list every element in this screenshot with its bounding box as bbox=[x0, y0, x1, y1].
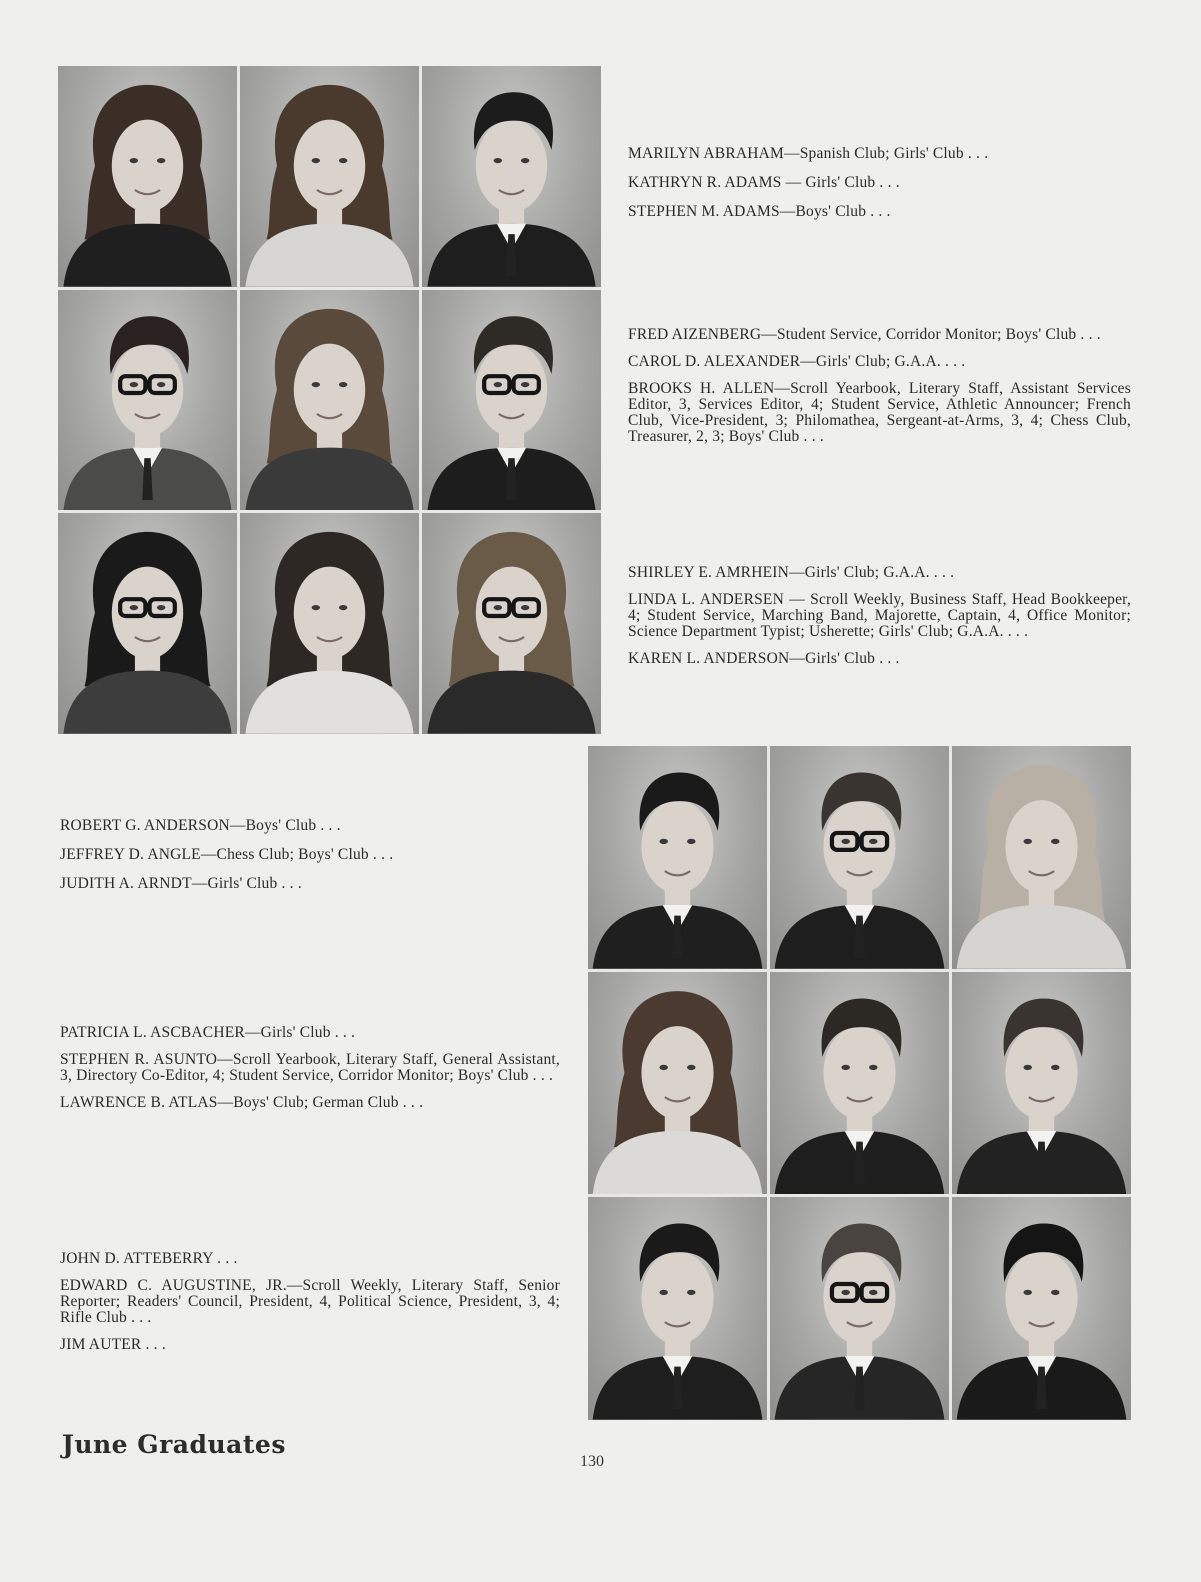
student-portrait bbox=[588, 1197, 767, 1420]
student-entry: SHIRLEY E. AMRHEIN—Girls' Club; G.A.A. . . . bbox=[628, 564, 955, 581]
student-portrait bbox=[588, 746, 767, 969]
caption-block-5 bbox=[60, 1025, 560, 1122]
student-entry: KAREN L. ANDERSON—Girls' Club . . . bbox=[628, 650, 900, 667]
student-portrait bbox=[952, 972, 1131, 1195]
student-portrait bbox=[58, 66, 237, 287]
section-title: June Graduates bbox=[62, 1430, 286, 1459]
student-entry: MARILYN ABRAHAM—Spanish Club; Girls' Club . . . bbox=[628, 145, 989, 162]
student-portrait bbox=[770, 746, 949, 969]
student-portrait bbox=[952, 1197, 1131, 1420]
caption-block-3 bbox=[628, 565, 1131, 678]
student-entry: ROBERT G. ANDERSON—Boys' Club . . . bbox=[60, 817, 341, 834]
student-portrait bbox=[422, 290, 601, 511]
student-entry: LAWRENCE B. ATLAS—Boys' Club; German Club . . . bbox=[60, 1094, 424, 1111]
student-entry: EDWARD C. AUGUSTINE, JR.—Scroll Weekly, Literary Staff, Senior Reporter; Readers' Council, President, 4, Political Science, President, 3, 4; Rifle Club . . . bbox=[60, 1277, 560, 1326]
caption-block-6 bbox=[60, 1251, 560, 1364]
student-portrait bbox=[240, 513, 419, 734]
student-portrait bbox=[952, 746, 1131, 969]
student-entry: JEFFREY D. ANGLE—Chess Club; Boys' Club . . . bbox=[60, 846, 394, 863]
student-entry: JOHN D. ATTEBERRY . . . bbox=[60, 1250, 238, 1267]
student-portrait bbox=[422, 66, 601, 287]
student-entry: FRED AIZENBERG—Student Service, Corridor Monitor; Boys' Club . . . bbox=[628, 326, 1101, 343]
student-entry: STEPHEN R. ASUNTO—Scroll Yearbook, Literary Staff, General Assistant, 3, Directory Co-Editor, 4; Student Service, Corridor Monitor; Boys' Club . . . bbox=[60, 1051, 560, 1084]
student-portrait bbox=[240, 290, 419, 511]
student-portrait bbox=[58, 290, 237, 511]
student-portrait bbox=[770, 972, 949, 1195]
caption-block-1 bbox=[628, 146, 1128, 233]
student-entry: LINDA L. ANDERSEN — Scroll Weekly, Business Staff, Head Bookkeeper, 4; Student Service, Marching Band, Majorette, Captain, 4, Office Monitor; Science Department Typist; Usherette; Girls' Club; G.A.A. . . . bbox=[628, 591, 1131, 640]
student-portrait bbox=[588, 972, 767, 1195]
student-entry: PATRICIA L. ASCBACHER—Girls' Club . . . bbox=[60, 1024, 356, 1041]
student-portrait bbox=[240, 66, 419, 287]
student-entry: JIM AUTER . . . bbox=[60, 1336, 166, 1353]
student-entry: CAROL D. ALEXANDER—Girls' Club; G.A.A. . . . bbox=[628, 353, 966, 370]
student-portrait bbox=[770, 1197, 949, 1420]
student-portrait bbox=[422, 513, 601, 734]
student-portrait bbox=[58, 513, 237, 734]
student-entry: KATHRYN R. ADAMS — Girls' Club . . . bbox=[628, 174, 900, 191]
caption-block-2 bbox=[628, 327, 1131, 456]
portrait-grid-bottom bbox=[588, 746, 1131, 1420]
caption-block-4 bbox=[60, 818, 560, 905]
page-number: 130 bbox=[580, 1453, 604, 1470]
student-entry: STEPHEN M. ADAMS—Boys' Club . . . bbox=[628, 203, 891, 220]
portrait-grid-top bbox=[58, 66, 601, 734]
student-entry: BROOKS H. ALLEN—Scroll Yearbook, Literary Staff, Assistant Services Editor, 3, Services Editor, 4; Student Service, Athletic Announcer; French Club, Vice-President, 3; Philomathea, Sergeant-at-Arms, 3, 4; Chess Club, Treasurer, 2, 3; Boys' Club . . . bbox=[628, 380, 1131, 445]
student-entry: JUDITH A. ARNDT—Girls' Club . . . bbox=[60, 875, 302, 892]
